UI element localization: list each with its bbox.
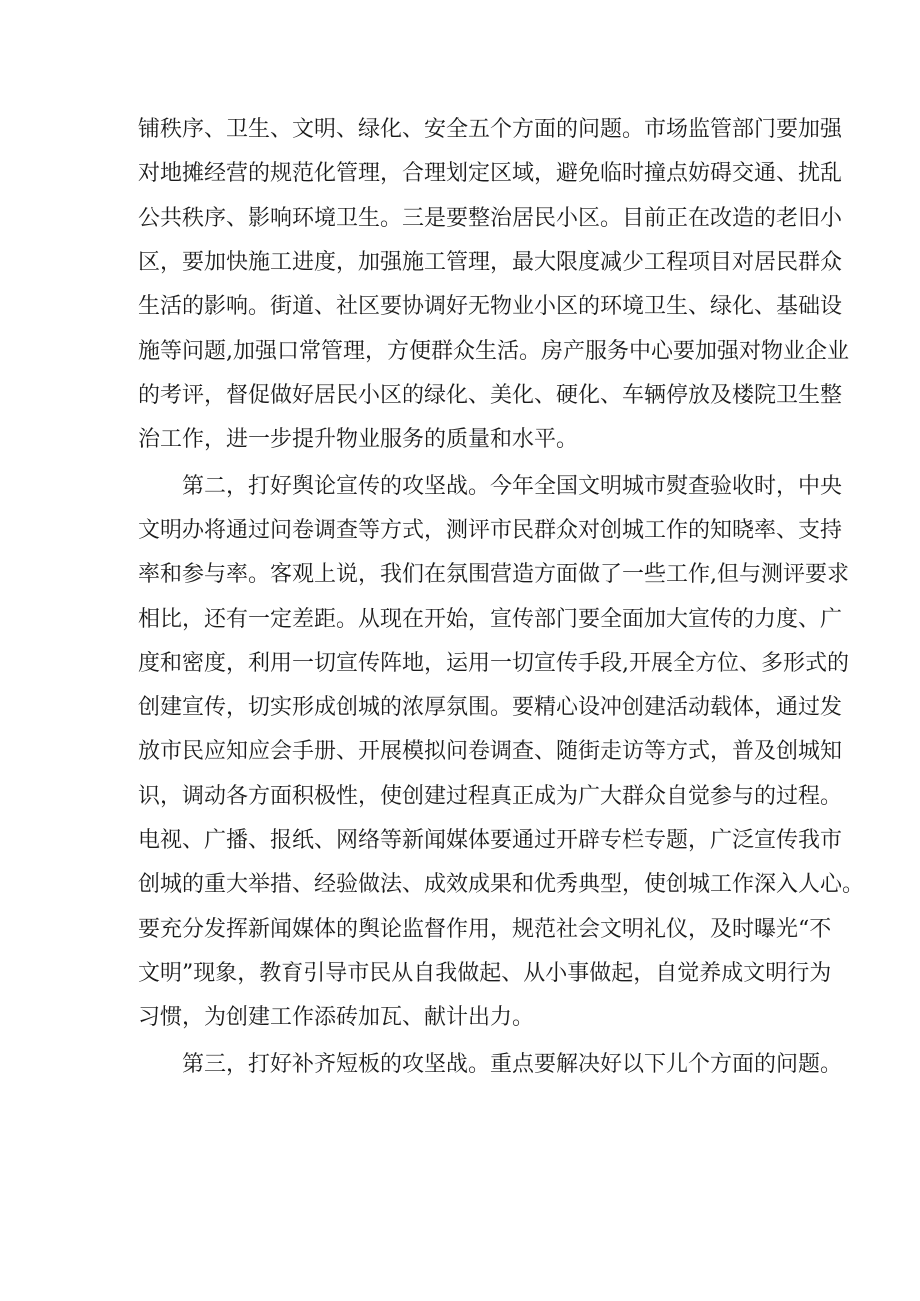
text-line: 对地摊经营的规范化管理，合理划定区域，避免临时撞点妨碍交通、扰乱: [138, 161, 843, 186]
text-line: 率和参与率。客观上说，我们在氛围营造方面做了一些工作,但与测评要求: [138, 562, 849, 587]
text-line: 习惯，为创建工作添砖加瓦、献计出力。: [138, 1005, 535, 1030]
text-line: 第三，打好补齐短板的攻坚战。重点要解决好以下儿个方面的问题。: [182, 1052, 843, 1077]
text-line: 电视、广播、报纸、网络等新闻媒体要通过开辟专栏专题，广泛宣传我市: [138, 828, 843, 853]
text-line: 创城的重大举措、经验做法、成效成果和优秀典型，使创城工作深入人心。: [138, 872, 865, 897]
text-line: 识，调动各方面积极性，使创建过程真正成为广大群众自觉参与的过程。: [138, 784, 843, 809]
text-line: 铺秩序、卫生、文明、绿化、安全五个方面的问题。市场监管部门要加强: [138, 117, 843, 142]
text-line: 第二，打好舆论宣传的攻坚战。今年全国文明城市熨查验收时，中央: [182, 474, 843, 499]
text-line: 区，要加快施工进度，加强施工管理，最大限度减少工程项目对居民群众: [138, 250, 843, 275]
text-line: 公共秩序、影响环境卫生。三是要整治居民小区。目前正在改造的老旧小: [138, 206, 843, 231]
text-line: 相比，还有一定差距。从现在开始，宣传部门要全面加大宣传的力度、广: [138, 607, 843, 632]
text-line: 度和密度，利用一切宣传阵地，运用一切宣传手段,开展全方位、多形式的: [138, 651, 849, 676]
text-line: 文明”现象，教育引导市民从自我做起、从小事做起，自觉养成文明行为: [138, 961, 832, 986]
text-line: 文明办将通过问卷调查等方式，测评市民群众对创城工作的知晓率、支持: [138, 518, 843, 543]
text-line: 施等问题,加强口常管理，方便群众生活。房产服务中心要加强对物业企业: [138, 339, 849, 364]
text-line: 要充分发挥新闻媒体的舆论监督作用，规范社会文明礼仪，及时曝光“不: [138, 917, 832, 942]
text-line: 放市民应知应会手册、开展模拟问卷调查、随街走访等方式，普及创城知: [138, 739, 843, 764]
text-line: 生活的影响。街道、社区要协调好无物业小区的环境卫生、绿化、基础设: [138, 294, 843, 319]
text-line: 治工作，进一步提升物业服务的质量和水平。: [138, 427, 579, 452]
text-line: 的考评，督促做好居民小区的绿化、美化、硬化、车辆停放及楼院卫生整: [138, 383, 843, 408]
text-line: 创建宣传，切实形成创城的浓厚氛围。要精心设冲创建活动载体，通过发: [138, 695, 843, 720]
